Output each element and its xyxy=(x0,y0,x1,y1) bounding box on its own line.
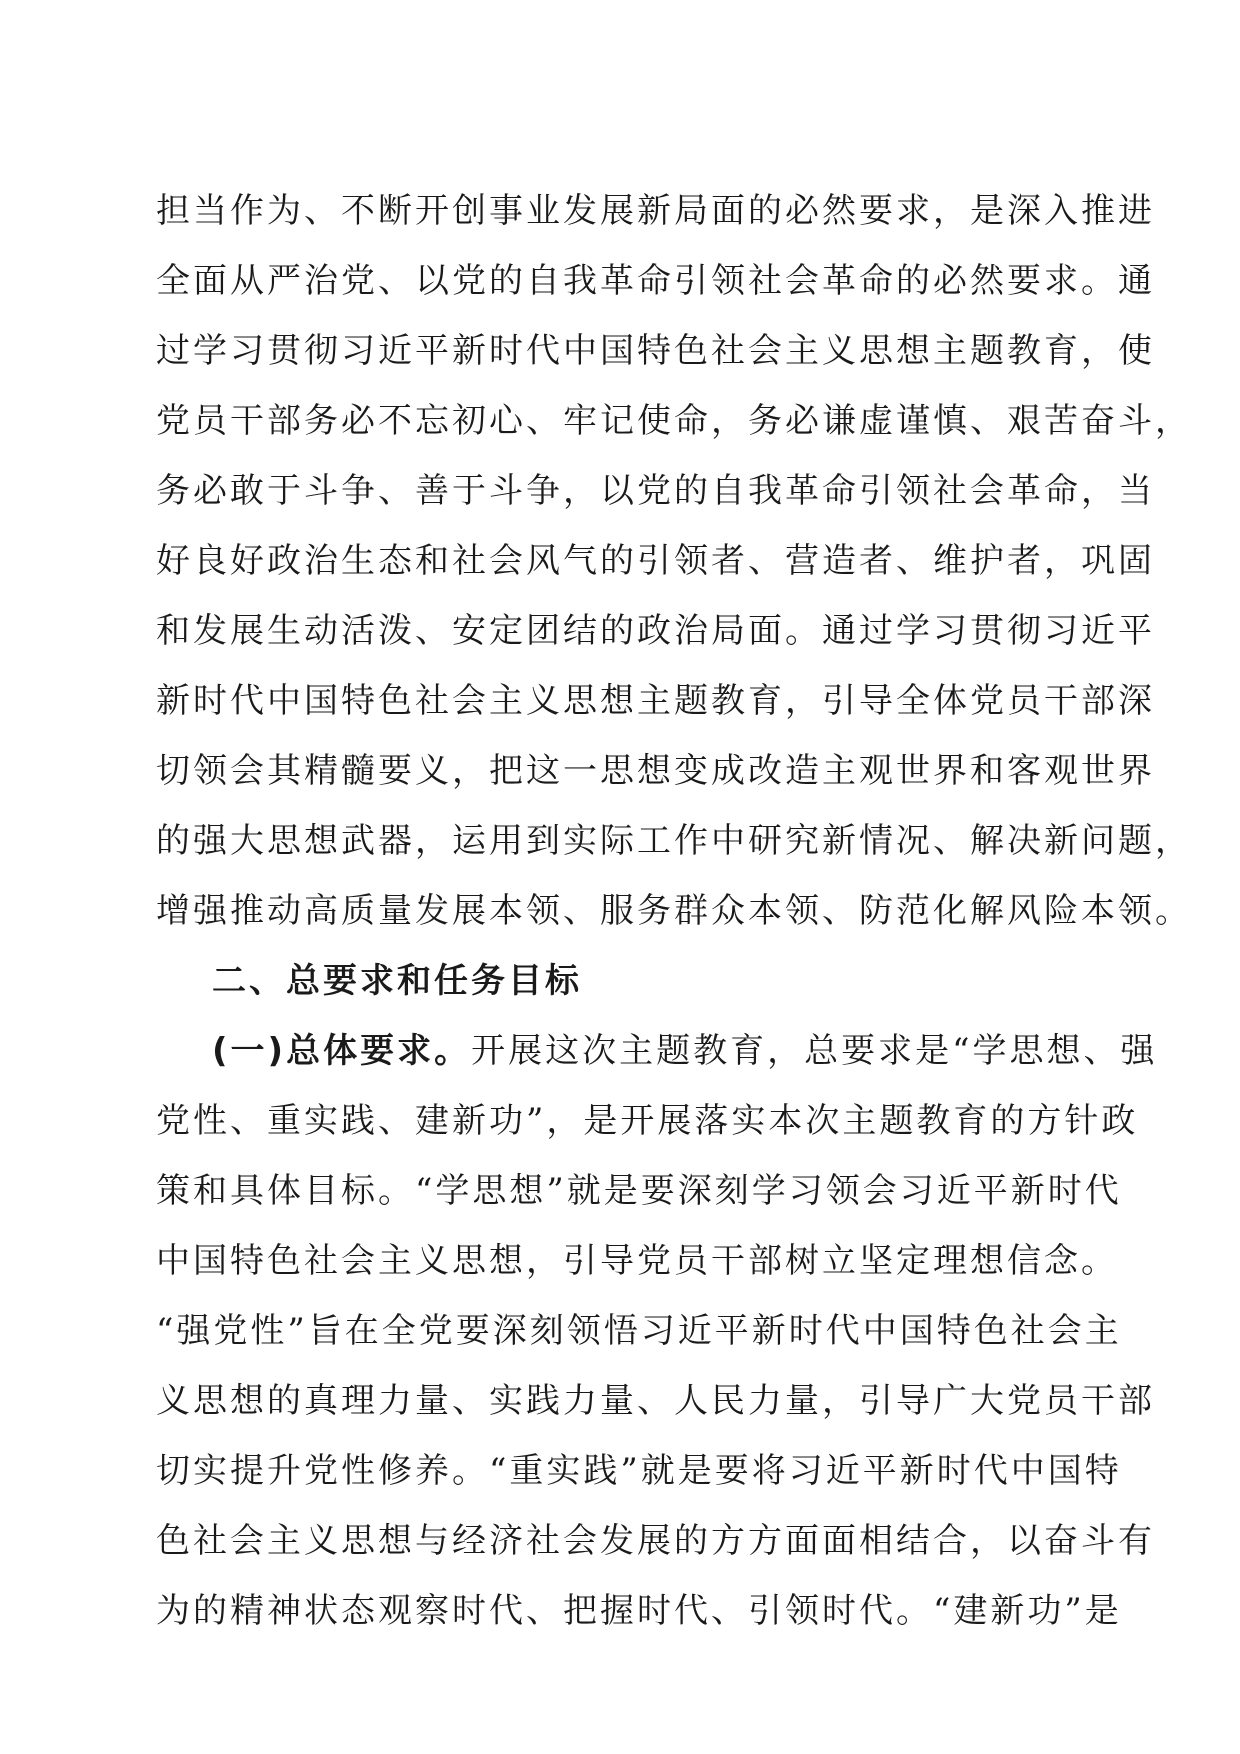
body-line-2: 全面从严治党、以党的自我革命引领社会革命的必然要求。通 xyxy=(156,261,1155,301)
body-line-8: 新时代中国特色社会主义思想主题教育，引导全体党员干部深 xyxy=(156,681,1155,721)
body-line-1: 担当作为、不断开创事业发展新局面的必然要求，是深入推进 xyxy=(156,191,1155,231)
subsection-text: 开展这次主题教育，总要求是“学思想、强 xyxy=(471,1031,1158,1071)
body-line-11: 增强推动高质量发展本领、服务群众本领、防范化解风险本领。 xyxy=(156,891,1192,931)
body-line-19: 为的精神状态观察时代、把握时代、引领时代。“建新功”是 xyxy=(156,1591,1122,1631)
subsection-heading: (一)总体要求。 xyxy=(212,1031,472,1071)
body-line-5: 务必敢于斗争、善于斗争，以党的自我革命引领社会革命，当 xyxy=(156,471,1155,511)
body-line-15: “强党性”旨在全党要深刻领悟习近平新时代中国特色社会主 xyxy=(156,1311,1122,1351)
subsection-line xyxy=(212,1016,1158,1086)
body-line-16: 义思想的真理力量、实践力量、人民力量，引导广大党员干部 xyxy=(156,1381,1155,1421)
body-line-7: 和发展生动活泼、安定团结的政治局面。通过学习贯彻习近平 xyxy=(156,611,1155,651)
body-line-4: 党员干部务必不忘初心、牢记使命，务必谦虚谨慎、艰苦奋斗， xyxy=(156,401,1192,441)
body-line-3: 过学习贯彻习近平新时代中国特色社会主义思想主题教育，使 xyxy=(156,331,1155,371)
body-line-6: 好良好政治生态和社会风气的引领者、营造者、维护者，巩固 xyxy=(156,541,1155,581)
body-line-18: 色社会主义思想与经济社会发展的方方面面相结合，以奋斗有 xyxy=(156,1521,1155,1561)
body-line-13: 策和具体目标。“学思想”就是要深刻学习领会习近平新时代 xyxy=(156,1171,1122,1211)
body-line-9: 切领会其精髓要义，把这一思想变成改造主观世界和客观世界 xyxy=(156,751,1155,791)
section-heading: 二、总要求和任务目标 xyxy=(212,961,582,1001)
body-line-17: 切实提升党性修养。“重实践”就是要将习近平新时代中国特 xyxy=(156,1451,1122,1491)
body-line-14: 中国特色社会主义思想，引导党员干部树立坚定理想信念。 xyxy=(156,1241,1118,1281)
body-line-10: 的强大思想武器，运用到实际工作中研究新情况、解决新问题， xyxy=(156,821,1192,861)
body-line-12: 党性、重实践、建新功”，是开展落实本次主题教育的方针政 xyxy=(156,1101,1139,1141)
